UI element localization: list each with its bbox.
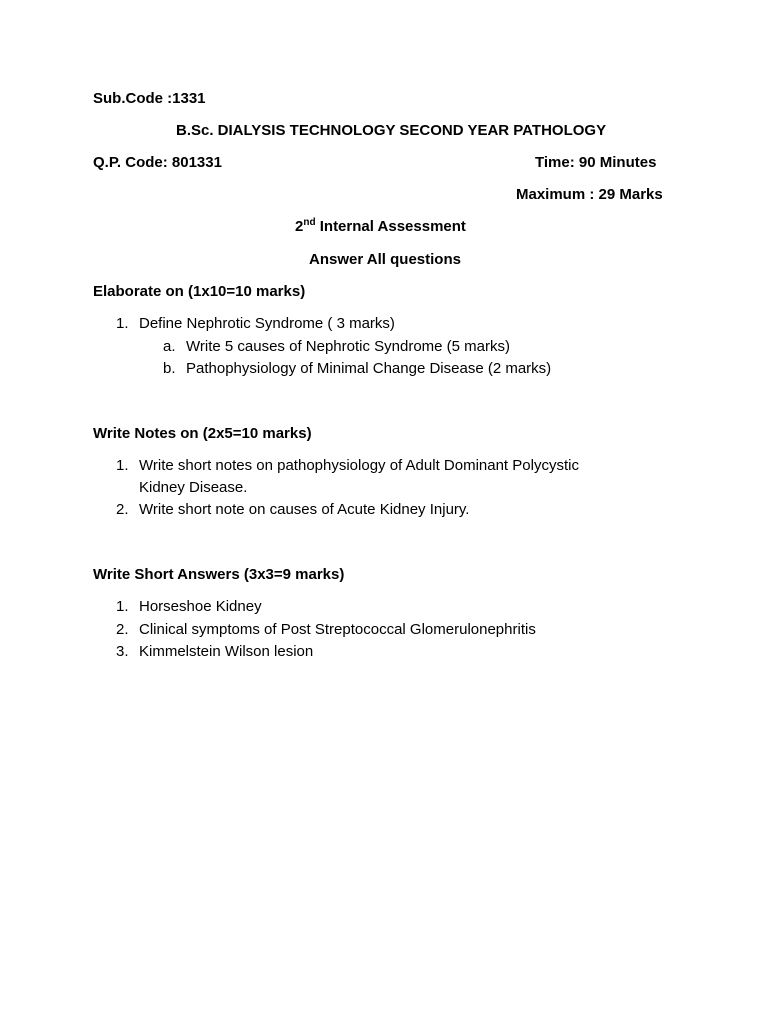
assessment-title xyxy=(295,217,466,237)
question-text: Kimmelstein Wilson lesion xyxy=(139,643,314,660)
question-number: 2. xyxy=(116,501,129,518)
exam-time: Time: 90 Minutes xyxy=(535,154,657,171)
assessment-number: 2 xyxy=(295,218,304,235)
qp-code: Q.P. Code: 801331 xyxy=(93,154,222,171)
question-number: 1. xyxy=(116,598,129,615)
question-text: Write short notes on pathophysiology of Adult Dominant Polycystic xyxy=(139,457,579,474)
assessment-suffix: nd xyxy=(303,217,316,228)
subquestion-letter: a. xyxy=(163,338,176,355)
subquestion-letter: b. xyxy=(163,360,176,377)
section-heading-notes: Write Notes on (2x5=10 marks) xyxy=(93,425,312,442)
question-number: 1. xyxy=(116,315,129,332)
max-marks: Maximum : 29 Marks xyxy=(516,186,663,203)
question-text: Clinical symptoms of Post Streptococcal Glomerulonephritis xyxy=(139,621,536,638)
sub-code: Sub.Code :1331 xyxy=(93,90,206,107)
question-number: 1. xyxy=(116,457,129,474)
question-text: Define Nephrotic Syndrome ( 3 marks) xyxy=(139,315,395,332)
question-text: Write short note on causes of Acute Kidney Injury. xyxy=(139,501,470,518)
section-heading-elaborate: Elaborate on (1x10=10 marks) xyxy=(93,283,306,300)
question-number: 3. xyxy=(116,643,129,660)
assessment-label: Internal Assessment xyxy=(319,218,466,235)
question-text: Horseshoe Kidney xyxy=(139,598,262,615)
section-heading-short-answers: Write Short Answers (3x3=9 marks) xyxy=(93,566,345,583)
paper-title: B.Sc. DIALYSIS TECHNOLOGY SECOND YEAR PATHOLOGY xyxy=(176,122,607,139)
subquestion-text: Pathophysiology of Minimal Change Disease (2 marks) xyxy=(186,360,552,377)
instruction: Answer All questions xyxy=(309,251,461,268)
question-number: 2. xyxy=(116,621,129,638)
subquestion-text: Write 5 causes of Nephrotic Syndrome (5 marks) xyxy=(186,338,511,355)
question-text-continued: Kidney Disease. xyxy=(139,479,248,496)
